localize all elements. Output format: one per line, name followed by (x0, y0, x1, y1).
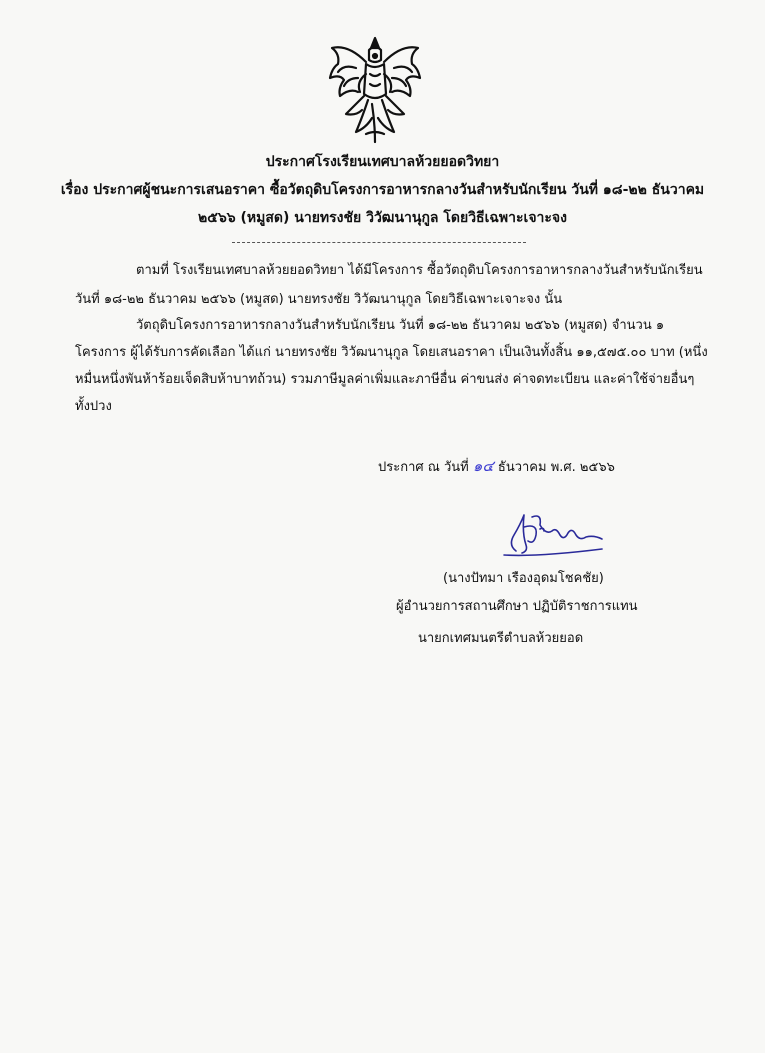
announce-prefix: ประกาศ ณ วันที่ (378, 460, 469, 475)
paragraph-2-line-1: วัตถุดิบโครงการอาหารกลางวันสำหรับนักเรียน วันที่ ๑๘-๒๒ ธันวาคม ๒๕๖๖ (หมูสด) จำนวน ๑ (136, 318, 665, 333)
signer-name: (นางปัทมา เรืองอุดมโชคชัย) (443, 571, 604, 586)
announcement-title: ประกาศโรงเรียนเทศบาลห้วยยอดวิทยา (265, 154, 500, 170)
signer-position-2: นายกเทศมนตรีตำบลห้วยยอด (418, 631, 584, 646)
paragraph-2-line-4: ทั้งปวง (75, 399, 112, 414)
dashed-divider (232, 242, 526, 243)
announce-suffix: ธันวาคม พ.ศ. ๒๕๖๖ (497, 460, 615, 475)
announce-date (378, 458, 615, 476)
signature-scribble-icon (498, 505, 610, 565)
paragraph-2-line-2: โครงการ ผู้ได้รับการคัดเลือก ได้แก่ นายทรงชัย วิวัฒนานุกูล โดยเสนอราคา เป็นเงินทั้งสิ้น ๑๑,๕๗๕.๐๐ บาท (หนึ่ง (75, 345, 708, 360)
signer-position-1: ผู้อำนวยการสถานศึกษา ปฏิบัติราชการแทน (396, 599, 638, 614)
announce-day-handwritten: ๑๔ (472, 457, 494, 475)
paragraph-1-line-1: ตามที่ โรงเรียนเทศบาลห้วยยอดวิทยา ได้มีโครงการ ซื้อวัตถุดิบโครงการอาหารกลางวันสำหรับนักเรียน (136, 263, 703, 278)
subject-line-1: เรื่อง ประกาศผู้ชนะการเสนอราคา ซื้อวัตถุดิบโครงการอาหารกลางวันสำหรับนักเรียน วันที่ ๑๘-๒๒ ธันวาคม (60, 182, 705, 198)
garuda-emblem-icon (326, 34, 424, 146)
subject-line-2: ๒๕๖๖ (หมูสด) นายทรงชัย วิวัฒนานุกูล โดยวิธีเฉพาะเจาะจง (198, 210, 567, 226)
paragraph-2-line-3: หมื่นหนึ่งพันห้าร้อยเจ็ดสิบห้าบาทถ้วน) รวมภาษีมูลค่าเพิ่มและภาษีอื่น ค่าขนส่ง ค่าจดทะเบียน และค่าใช้จ่ายอื่นๆ (75, 372, 695, 387)
paragraph-1-line-2: วันที่ ๑๘-๒๒ ธันวาคม ๒๕๖๖ (หมูสด) นายทรงชัย วิวัฒนานุกูล โดยวิธีเฉพาะเจาะจง นั้น (75, 292, 563, 307)
